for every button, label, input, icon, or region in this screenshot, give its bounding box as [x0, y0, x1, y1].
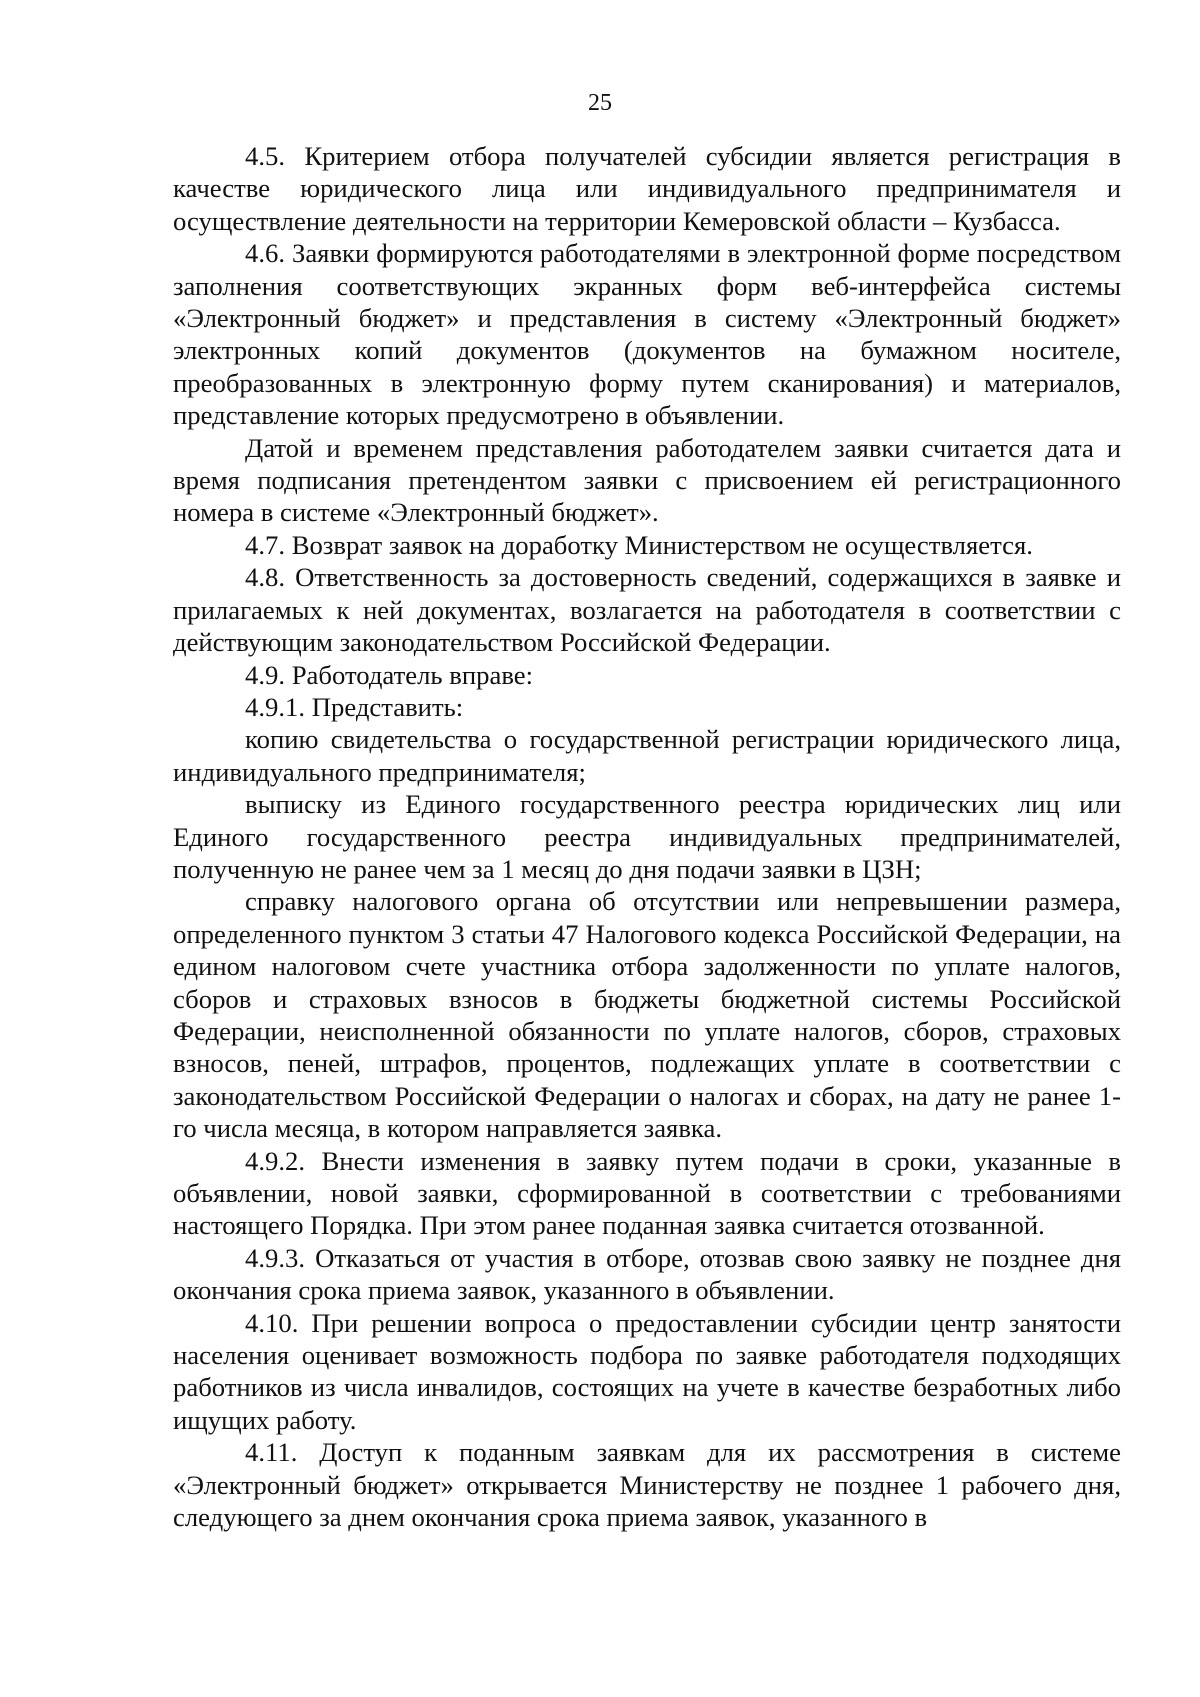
- page-number: 25: [588, 90, 612, 116]
- paragraph-4-8: 4.8. Ответственность за достоверность сведений, содержащихся в заявке и прилагаемых к ней документах, возлагается на работодателя в соответствии с действующим законодательством Российской Федерации.: [173, 562, 1121, 658]
- paragraph-submission-date: Датой и временем представления работодателем заявки считается дата и время подписания претендентом заявки с присвоением ей регистрационного номера в системе «Электронный бюджет».: [173, 432, 1121, 528]
- document-body: [173, 140, 1121, 1533]
- paragraph-4-6: 4.6. Заявки формируются работодателями в электронной форме посредством заполнения соответствующих экранных форм веб-интерфейса системы «Электронный бюджет» и представления в систему «Электронный бюджет» электронных копий документов (документов на бумажном носителе, преобразованных в электронную форму путем сканирования) и материалов, представление которых предусмотрено в объявлении.: [173, 238, 1121, 431]
- paragraph-4-9: 4.9. Работодатель вправе:: [245, 659, 534, 690]
- paragraph-4-11: 4.11. Доступ к поданным заявкам для их рассмотрения в системе «Электронный бюджет» открывается Министерству не позднее 1 рабочего дня, следующего за днем окончания срока приема заявок, указанного в: [173, 1437, 1121, 1533]
- paragraph-4-5: 4.5. Критерием отбора получателей субсидии является регистрация в качестве юридического лица или индивидуального предпринимателя и осуществление деятельности на территории Кемеровской области – Кузбасса.: [173, 141, 1121, 236]
- paragraph-registration-certificate: копию свидетельства о государственной регистрации юридического лица, индивидуального предпринимателя;: [173, 724, 1121, 787]
- paragraph-4-9-3: 4.9.3. Отказаться от участия в отборе, отозвав свою заявку не позднее дня окончания срока приема заявок, указанного в объявлении.: [173, 1242, 1121, 1306]
- paragraph-4-7: 4.7. Возврат заявок на доработку Министерством не осуществляется.: [245, 529, 1033, 560]
- paragraph-tax-certificate: справку налогового органа об отсутствии или непревышении размера, определенного пунктом 3 статьи 47 Налогового кодекса Российской Федерации, на едином налоговом счете участника отбора задолженности по уплате налогов, сборов и страховых взносов в бюджеты бюджетной системы Российской Федерации, неисполненной обязанности по уплате налогов, сборов, страховых взносов, пеней, штрафов, процентов, подлежащих уплате в соответствии с законодательством Российской Федерации о налогах и сборах, на дату не ранее 1-го числа месяца, в котором направляется заявка.: [173, 886, 1121, 1144]
- paragraph-4-9-2: 4.9.2. Внести изменения в заявку путем подачи в сроки, указанные в объявлении, новой заявки, сформированной в соответствии с требованиями настоящего Порядка. При этом ранее поданная заявка считается отозванной.: [173, 1145, 1121, 1241]
- paragraph-4-10: 4.10. При решении вопроса о предоставлении субсидии центр занятости населения оценивает возможность подбора по заявке работодателя подходящих работников из числа инвалидов, состоящих на учете в качестве безработных либо ищущих работу.: [173, 1307, 1121, 1435]
- paragraph-registry-extract: выписку из Единого государственного реестра юридических лиц или Единого государственного реестра индивидуальных предпринимателей, полученную не ранее чем за 1 месяц до дня подачи заявки в ЦЗН;: [173, 789, 1121, 884]
- paragraph-4-9-1: 4.9.1. Представить:: [245, 691, 464, 722]
